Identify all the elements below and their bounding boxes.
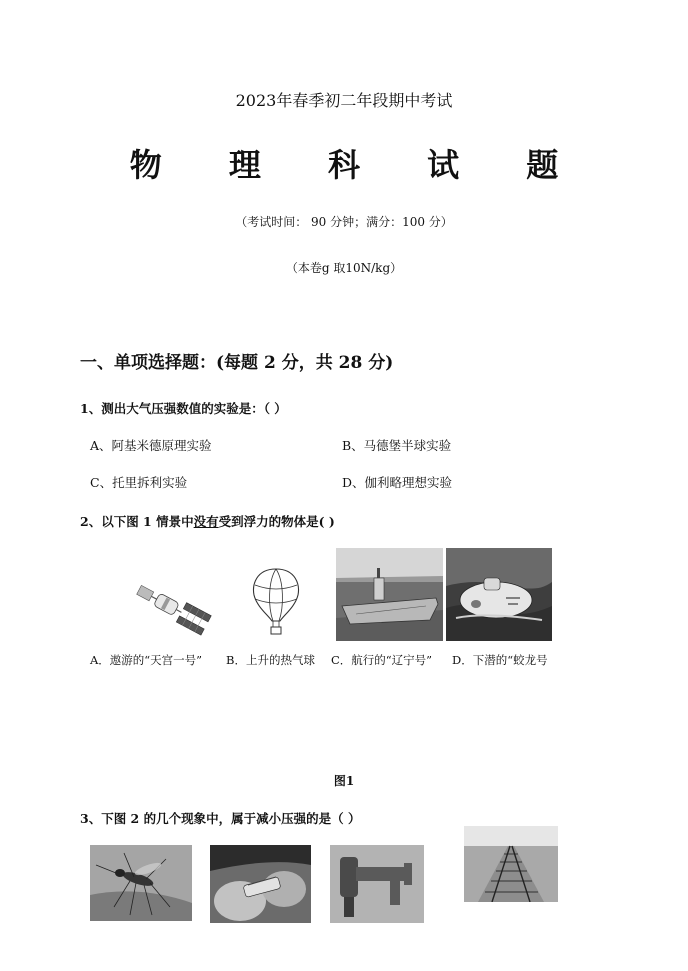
question-2-stem-suffix: 受到浮力的物体是( ) [218, 514, 335, 529]
aircraft-carrier-image [336, 548, 443, 641]
tool-image [330, 845, 424, 923]
exam-note: （本卷g 取10N/kg） [285, 261, 403, 275]
section-heading: 一、单项选择题：(每题 2 分，共 28 分) [80, 353, 394, 373]
question-1-option-b: B、马德堡半球实验 [342, 438, 452, 453]
figure-1-caption-d: D．下潜的“蛟龙号 [452, 653, 548, 667]
nail-clipper-image [210, 845, 311, 923]
hot-air-balloon-image [250, 567, 302, 637]
figure-1-caption-b: B．上升的热气球 [226, 653, 315, 667]
exam-title: 物 理 科 试 题 [129, 146, 587, 184]
space-station-image [132, 575, 214, 643]
question-2-stem-emphasis: 没有 [193, 514, 219, 529]
submarine-jiaolong-image [446, 548, 552, 641]
figure-1-caption-c: C．航行的“辽宁号” [331, 653, 433, 667]
question-3-stem: 3、下图 2 的几个现象中，属于减小压强的是（ ） [80, 811, 361, 826]
question-1-option-c: C、托里拆利实验 [90, 475, 188, 490]
mosquito-image [90, 845, 192, 921]
exam-info: （考试时间： 90 分钟；满分：100 分） [235, 215, 453, 229]
question-1-option-d: D、伽利略理想实验 [342, 475, 453, 490]
question-1-stem: 1、测出大气压强数值的实验是：（ ） [80, 401, 287, 416]
exam-subtitle: 2023年春季初二年段期中考试 [235, 91, 453, 110]
figure-1-label: 图1 [333, 774, 355, 788]
question-2-stem-prefix: 2、以下图 1 情景中 [80, 514, 194, 529]
figure-1-caption-a: A．遨游的“天宫一号” [90, 653, 203, 667]
question-2-stem [80, 512, 335, 530]
question-1-option-a: A、阿基米德原理实验 [90, 438, 212, 453]
railway-track-image [464, 826, 558, 902]
